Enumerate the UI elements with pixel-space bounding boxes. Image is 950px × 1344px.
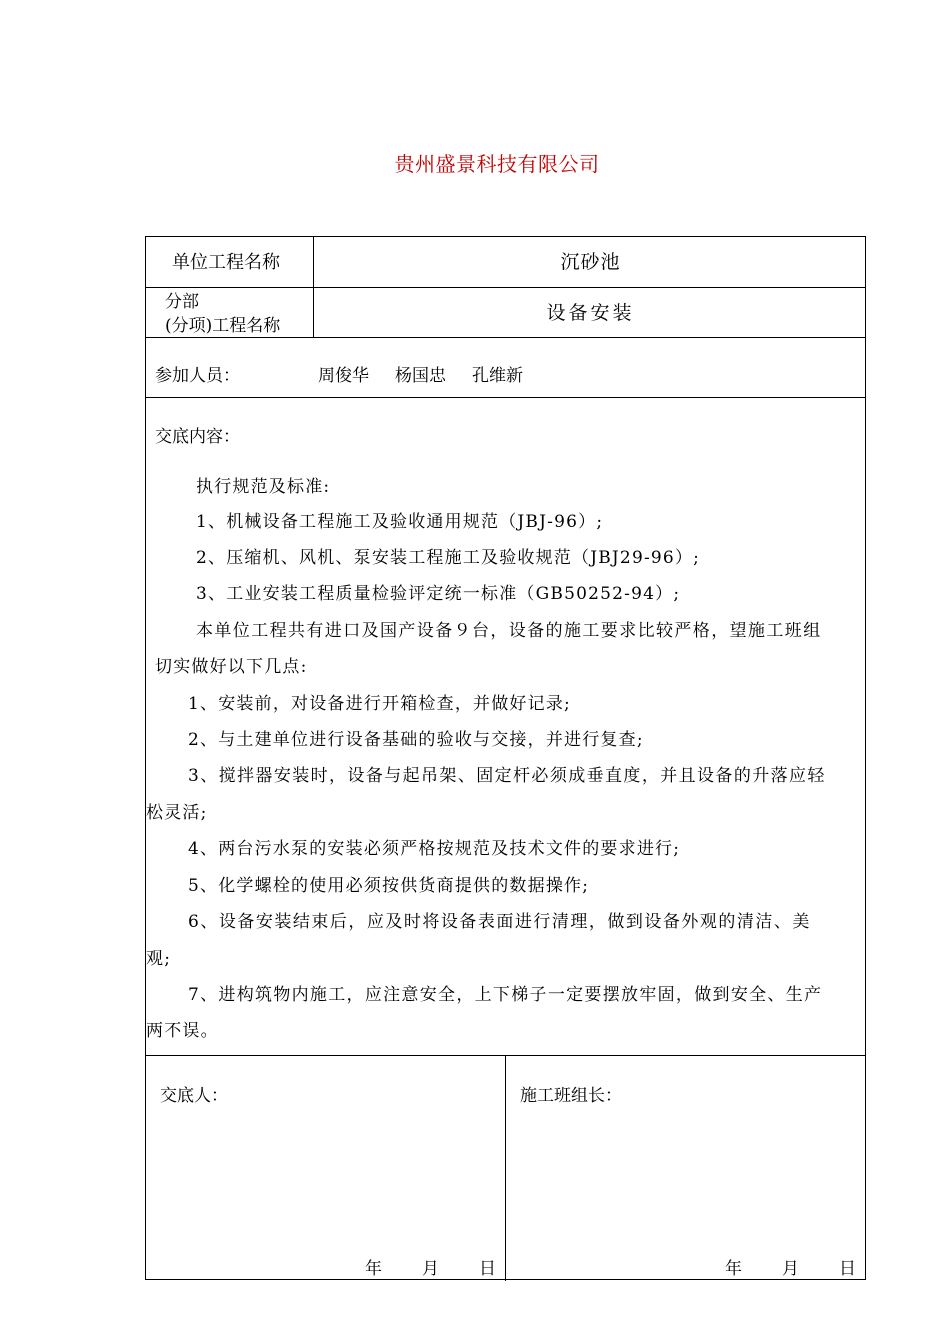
content-line: 4、两台污水泵的安装必须严格按规范及技术文件的要求进行; xyxy=(188,839,681,859)
row-divider xyxy=(146,397,865,398)
participant-name: 孔维新 xyxy=(472,366,523,386)
content-line: 6、设备安装结束后，应及时将设备表面进行清理，做到设备外观的清洁、美 xyxy=(188,912,811,932)
participant-name: 杨国忠 xyxy=(395,366,446,386)
content-line: 执行规范及标准: xyxy=(196,477,331,497)
team-leader-date xyxy=(725,1261,856,1278)
sub-project-value: 设备安装 xyxy=(546,302,635,324)
date-month: 月 xyxy=(422,1259,439,1279)
content-line: 本单位工程共有进口及国产设备９台，设备的施工要求比较严格，望施工班组 xyxy=(196,621,822,641)
content-line: 7、进构筑物内施工，应注意安全，上下梯子一定要摆放牢固，做到安全、生产 xyxy=(188,985,823,1005)
unit-project-label: 单位工程名称 xyxy=(172,252,280,273)
company-title: 贵州盛景科技有限公司 xyxy=(394,152,600,176)
team-leader-label: 施工班组长： xyxy=(520,1086,622,1106)
participants-label: 参加人员： xyxy=(155,366,240,386)
content-line: 3、搅拌器安装时，设备与起吊架、固定杆必须成垂直度，并且设备的升落应轻 xyxy=(188,766,826,786)
content-line: 5、化学螺栓的使用必须按供货商提供的数据操作; xyxy=(188,876,590,896)
date-year: 年 xyxy=(725,1259,742,1279)
content-line: 两不误。 xyxy=(146,1021,219,1041)
participant-name: 周俊华 xyxy=(318,366,369,386)
row-divider xyxy=(146,287,865,288)
disclosure-form xyxy=(145,236,866,1280)
sub-project-label-line2: (分项)工程名称 xyxy=(165,316,281,336)
sub-project-label-line1: 分部 xyxy=(165,292,199,312)
date-month: 月 xyxy=(782,1259,799,1279)
row-divider xyxy=(146,337,865,338)
content-line: 2、与土建单位进行设备基础的验收与交接，并进行复查; xyxy=(188,730,644,750)
column-divider xyxy=(505,1055,506,1281)
content-line: 观; xyxy=(146,949,172,969)
content-label: 交底内容： xyxy=(155,427,240,447)
date-day: 日 xyxy=(839,1259,856,1279)
discloser-label: 交底人： xyxy=(160,1086,228,1106)
content-line: 切实做好以下几点: xyxy=(155,657,308,677)
date-day: 日 xyxy=(479,1259,496,1279)
discloser-date xyxy=(365,1261,496,1278)
content-line: 1、安装前，对设备进行开箱检查，并做好记录; xyxy=(188,694,571,714)
content-line: 3、工业安装工程质量检验评定统一标准（GB50252-94）; xyxy=(196,584,681,604)
content-line: 1、机械设备工程施工及验收通用规范（JBJ-96）; xyxy=(196,512,604,532)
date-year: 年 xyxy=(365,1259,382,1279)
content-line: 2、压缩机、风机、泵安装工程施工及验收规范（JBJ29-96）; xyxy=(196,548,701,568)
content-line: 松灵活; xyxy=(146,803,208,823)
unit-project-value: 沉砂池 xyxy=(560,251,621,273)
